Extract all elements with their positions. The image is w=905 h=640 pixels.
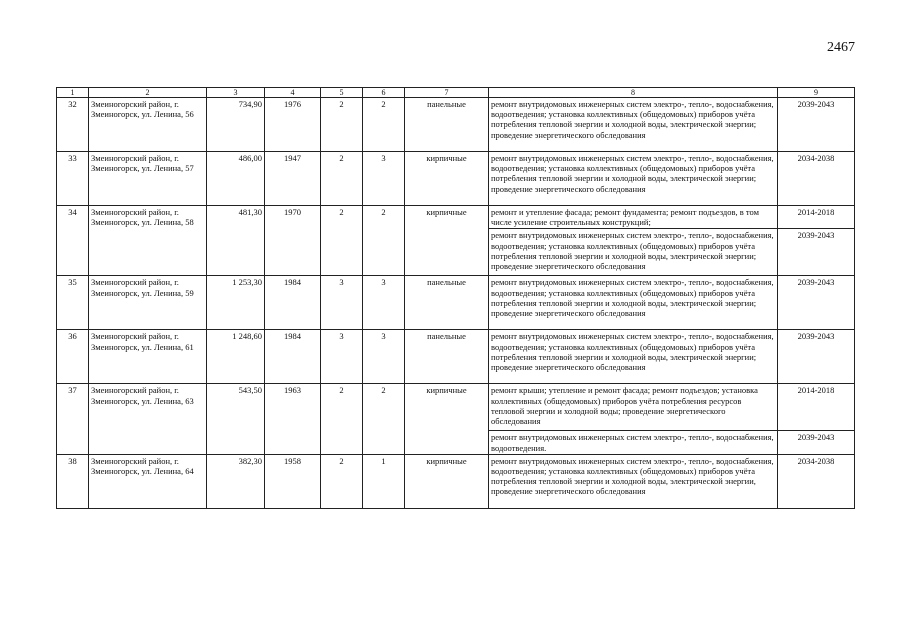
column-header: 7 <box>405 88 489 98</box>
header-row <box>57 88 855 98</box>
row-material: кирпичные <box>405 384 489 454</box>
table-row <box>57 206 855 229</box>
row-material: кирпичные <box>405 206 489 276</box>
row-work-description: ремонт внутридомовых инженерных систем электро-, тепло-, водоснабжения, водоотведения; установка коллективных (общедомовых) приборов учёта потребления тепловой энергии и холодной воды, электрической энергии, проведение энергетического обследования <box>489 454 778 508</box>
row-year: 1984 <box>265 330 321 384</box>
row-floors: 2 <box>321 384 363 454</box>
row-entrances: 3 <box>363 276 405 330</box>
table-row <box>57 330 855 384</box>
column-header: 9 <box>778 88 855 98</box>
row-work-period: 2039-2043 <box>778 330 855 384</box>
row-material: панельные <box>405 98 489 152</box>
row-address: Змеиногорский район, г. Змеиногорск, ул. Ленина, 64 <box>89 454 207 508</box>
row-material: кирпичные <box>405 152 489 206</box>
row-floors: 2 <box>321 98 363 152</box>
row-address: Змеиногорский район, г. Змеиногорск, ул. Ленина, 58 <box>89 206 207 276</box>
row-material: панельные <box>405 330 489 384</box>
row-floors: 3 <box>321 276 363 330</box>
row-floors: 2 <box>321 152 363 206</box>
row-address: Змеиногорский район, г. Змеиногорск, ул. Ленина, 57 <box>89 152 207 206</box>
row-address: Змеиногорский район, г. Змеиногорск, ул. Ленина, 59 <box>89 276 207 330</box>
row-address: Змеиногорский район, г. Змеиногорск, ул. Ленина, 61 <box>89 330 207 384</box>
row-material: кирпичные <box>405 454 489 508</box>
row-number: 35 <box>57 276 89 330</box>
row-floors: 2 <box>321 454 363 508</box>
page-number: 2467 <box>827 40 855 55</box>
row-work-period: 2014-2018 <box>778 206 855 229</box>
row-entrances: 2 <box>363 206 405 276</box>
row-year: 1984 <box>265 276 321 330</box>
column-header: 6 <box>363 88 405 98</box>
row-work-period: 2039-2043 <box>778 98 855 152</box>
column-header: 3 <box>207 88 265 98</box>
row-number: 32 <box>57 98 89 152</box>
row-work-description: ремонт внутридомовых инженерных систем электро-, тепло-, водоснабжения, водоотведения; установка коллективных (общедомовых) приборов учёта потребления тепловой энергии и холодной воды, электрической энергии; проведение энергетического обследования <box>489 152 778 206</box>
row-entrances: 2 <box>363 384 405 454</box>
row-year: 1958 <box>265 454 321 508</box>
column-header: 8 <box>489 88 778 98</box>
row-area: 486,00 <box>207 152 265 206</box>
row-work-period: 2039-2043 <box>778 276 855 330</box>
row-area: 1 248,60 <box>207 330 265 384</box>
column-header: 2 <box>89 88 207 98</box>
row-work-description: ремонт внутридомовых инженерных систем электро-, тепло-, водоснабжения, водоотведения; установка коллективных (общедомовых) приборов учёта потребления тепловой энергии и холодной воды, электрической энергии; проведение энергетического обследования <box>489 98 778 152</box>
row-work-description: ремонт внутридомовых инженерных систем электро-, тепло-, водоснабжения, водоотведения; установка коллективных (общедомовых) приборов учёта потребления тепловой энергии и холодной воды, электрической энергии; проведение энергетического обследования <box>489 276 778 330</box>
row-work-description: ремонт внутридомовых инженерных систем электро-, тепло-, водоснабжения, водоотведения; установка коллективных (общедомовых) приборов учёта потребления тепловой энергии и холодной воды, электрической энергии; проведение энергетического обследования <box>489 229 778 276</box>
table-row <box>57 98 855 152</box>
row-work-period: 2034-2038 <box>778 152 855 206</box>
row-work-period: 2039-2043 <box>778 431 855 454</box>
row-area: 481,30 <box>207 206 265 276</box>
row-work-period: 2039-2043 <box>778 229 855 276</box>
row-number: 34 <box>57 206 89 276</box>
row-work-description: ремонт крыши; утепление и ремонт фасада; ремонт подъездов; установка коллективных (общедомовых) приборов учёта потребления ресурсов тепловой энергии и холодной воды; проведение энергетического обследования <box>489 384 778 431</box>
row-address: Змеиногорский район, г. Змеиногорск, ул. Ленина, 56 <box>89 98 207 152</box>
table-row <box>57 454 855 508</box>
row-material: панельные <box>405 276 489 330</box>
row-area: 1 253,30 <box>207 276 265 330</box>
row-number: 38 <box>57 454 89 508</box>
row-entrances: 3 <box>363 152 405 206</box>
row-work-description: ремонт внутридомовых инженерных систем электро-, тепло-, водоснабжения, водоотведения; установка коллективных (общедомовых) приборов учёта потребления тепловой энергии и холодной воды, электрической энергии; проведение энергетического обследования <box>489 330 778 384</box>
row-area: 543,50 <box>207 384 265 454</box>
row-year: 1970 <box>265 206 321 276</box>
row-year: 1947 <box>265 152 321 206</box>
row-area: 382,30 <box>207 454 265 508</box>
row-area: 734,90 <box>207 98 265 152</box>
table-row <box>57 384 855 431</box>
row-number: 37 <box>57 384 89 454</box>
row-year: 1963 <box>265 384 321 454</box>
column-header: 5 <box>321 88 363 98</box>
column-header: 1 <box>57 88 89 98</box>
row-entrances: 2 <box>363 98 405 152</box>
column-header: 4 <box>265 88 321 98</box>
row-number: 33 <box>57 152 89 206</box>
row-year: 1976 <box>265 98 321 152</box>
table-row <box>57 276 855 330</box>
row-floors: 2 <box>321 206 363 276</box>
row-entrances: 1 <box>363 454 405 508</box>
row-floors: 3 <box>321 330 363 384</box>
row-entrances: 3 <box>363 330 405 384</box>
table-row <box>57 152 855 206</box>
row-work-description: ремонт и утепление фасада; ремонт фундамента; ремонт подъездов, в том числе усиление строительных конструкций; <box>489 206 778 229</box>
row-number: 36 <box>57 330 89 384</box>
row-work-period: 2034-2038 <box>778 454 855 508</box>
housing-registry-table <box>56 87 855 509</box>
row-work-period: 2014-2018 <box>778 384 855 431</box>
row-address: Змеиногорский район, г. Змеиногорск, ул. Ленина, 63 <box>89 384 207 454</box>
row-work-description: ремонт внутридомовых инженерных систем электро-, тепло-, водоснабжения, водоотведения. <box>489 431 778 454</box>
